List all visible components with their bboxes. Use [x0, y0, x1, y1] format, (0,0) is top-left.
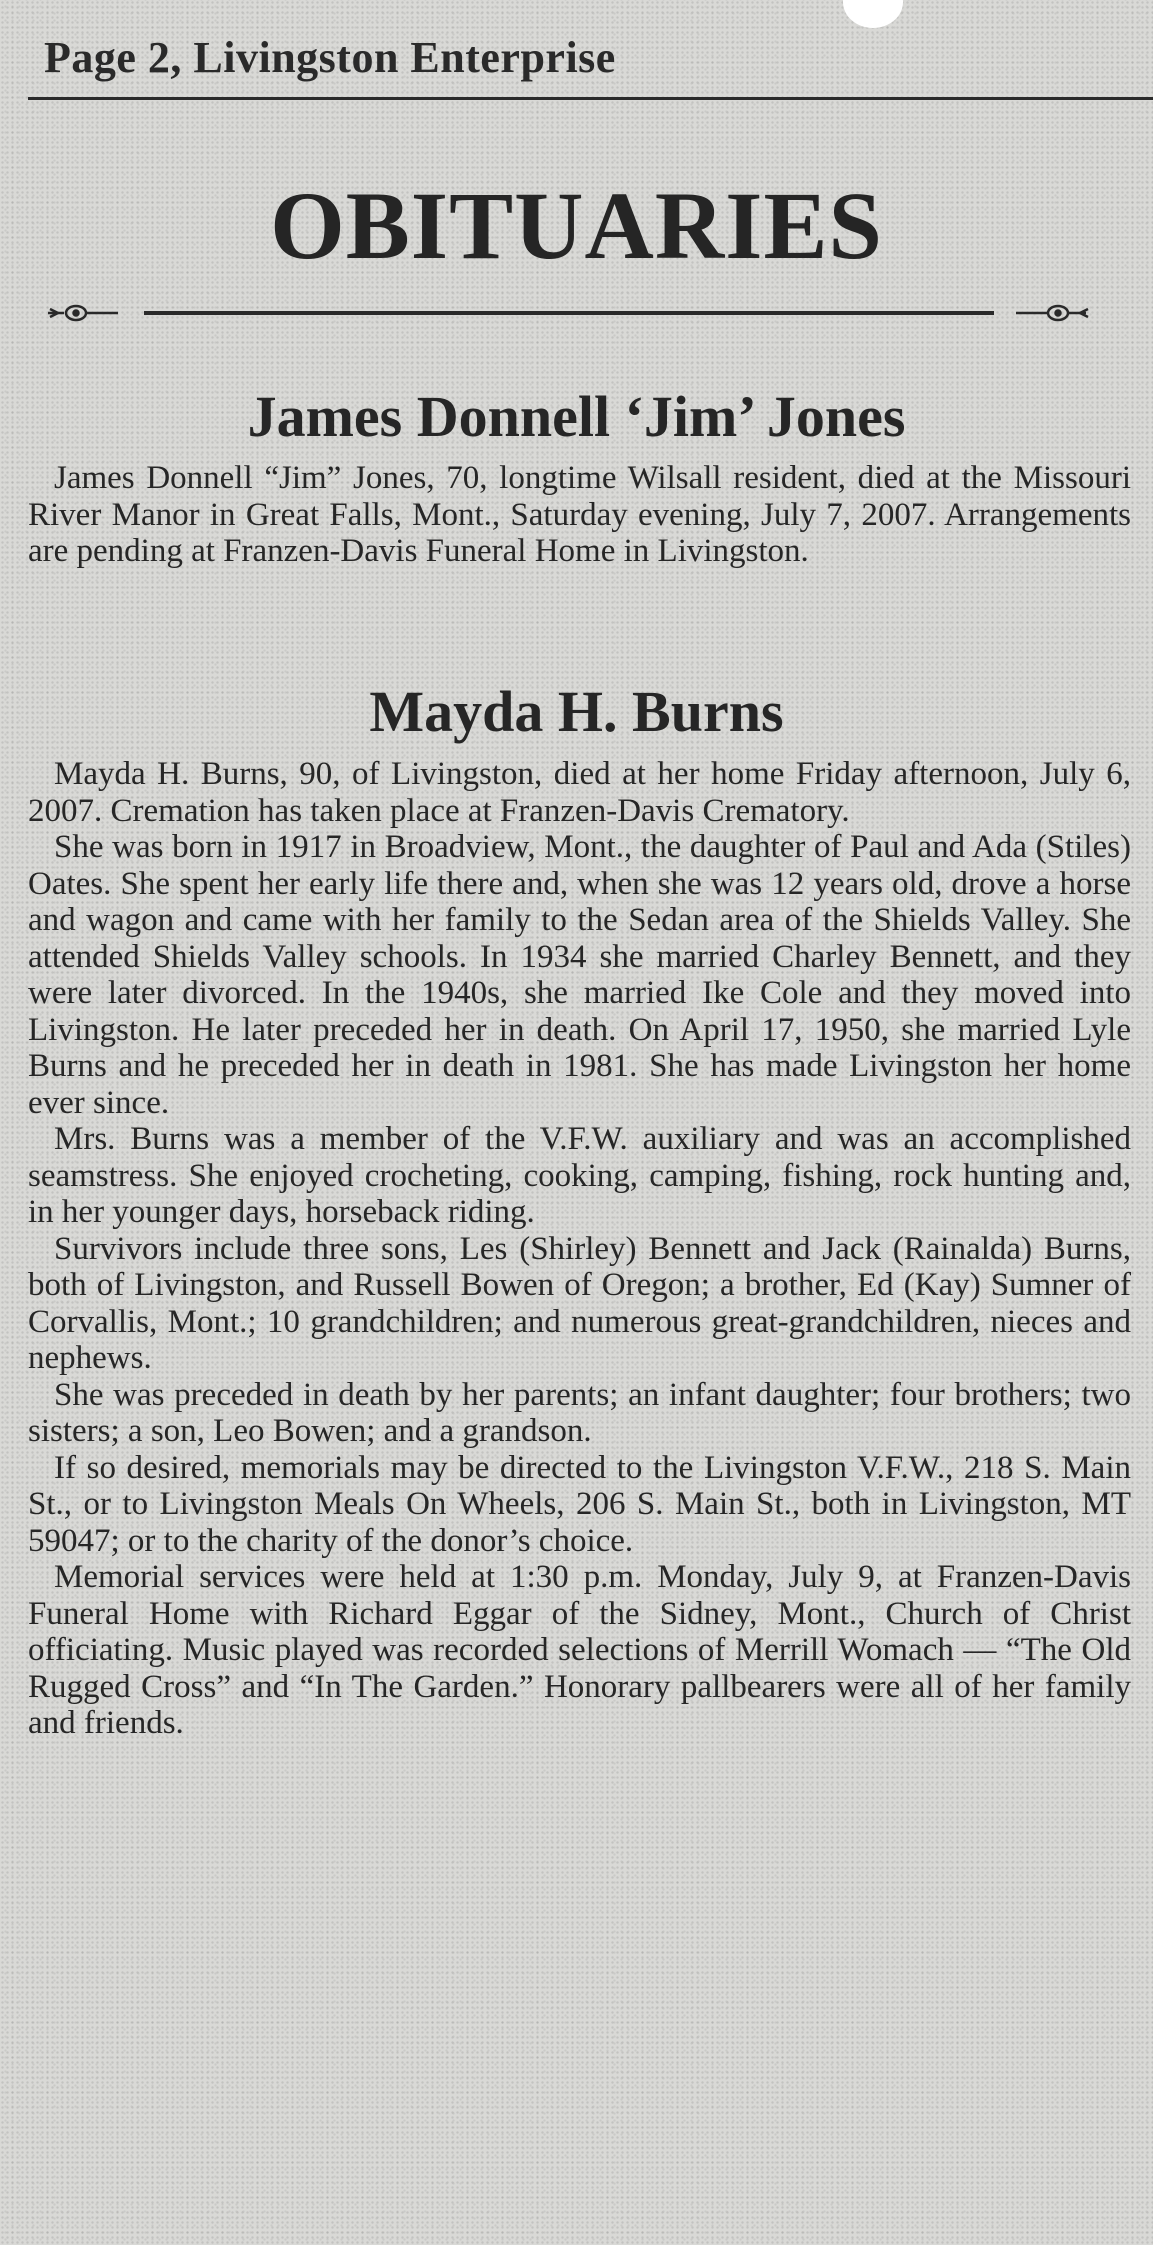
- obituary-name-jones: James Donnell ‘Jim’ Jones: [247, 384, 906, 449]
- left-scroll-ornament: [48, 306, 118, 320]
- page-header: Page 2, Livingston Enterprise: [44, 33, 616, 82]
- obituary-paragraph: She was born in 1917 in Broadview, Mont., the daughter of Paul and Ada (Stiles) Oates. She spent her early life there and, when she was 12 years old, drove a horse and wagon and came with her family to the Sedan area of the Shields Valley. She attended Shields Valley schools. In 1934 she married Charley Bennett, and they were later divorced. In the 1940s, she married Ike Cole and they moved into Livingston. He later preceded her in death. On April 17, 1950, she married Lyle Burns and he preceded her in death in 1981. She has made Livingston her home ever since.: [28, 829, 1131, 1121]
- obituary-body-jones: [28, 460, 1131, 570]
- obituary-paragraph: Mayda H. Burns, 90, of Livingston, died at her home Friday afternoon, July 6, 2007. Cremation has taken place at Franzen-Davis Crematory.: [28, 756, 1131, 829]
- obituary-paragraph: Survivors include three sons, Les (Shirley) Bennett and Jack (Rainalda) Burns, both of Livingston, and Russell Bowen of Oregon; a brother, Ed (Kay) Sumner of Corvallis, Mont.; 10 grandchildren; and numerous great-grandchildren, nieces and nephews.: [28, 1230, 1131, 1376]
- header-rule: [28, 97, 1153, 100]
- obituary-body-burns: [28, 756, 1131, 1742]
- punch-hole: [843, 0, 903, 28]
- obituary-paragraph: Memorial services were held at 1:30 p.m. Monday, July 9, at Franzen-Davis Funeral Home with Richard Eggar of the Sidney, Mont., Church of Christ officiating. Music played was recorded selections of Merrill Womach — “The Old Rugged Cross” and “In The Garden.” Honorary pallbearers were all of her family and friends.: [28, 1559, 1131, 1741]
- section-title: OBITUARIES: [270, 172, 883, 279]
- obituary-paragraph: If so desired, memorials may be directed to the Livingston V.F.W., 218 S. Main St., or to Livingston Meals On Wheels, 206 S. Main St., both in Livingston, MT 59047; or to the charity of the donor’s choice.: [28, 1449, 1131, 1559]
- obituary-paragraph: She was preceded in death by her parents; an infant daughter; four brothers; two sisters; a son, Leo Bowen; and a grandson.: [28, 1376, 1131, 1449]
- obituary-name-burns: Mayda H. Burns: [369, 679, 784, 744]
- obituary-paragraph: Mrs. Burns was a member of the V.F.W. auxiliary and was an accomplished seamstress. She enjoyed crocheting, cooking, camping, fishing, rock hunting and, in her younger days, horseback riding.: [28, 1121, 1131, 1230]
- title-ornament: [46, 298, 1092, 328]
- right-scroll-ornament: [1016, 306, 1088, 320]
- obituary-paragraph: James Donnell “Jim” Jones, 70, longtime Wilsall resident, died at the Missouri River Manor in Great Falls, Mont., Saturday evening, July 7, 2007. Arrangements are pending at Franzen-Davis Funeral Home in Livingston.: [28, 460, 1131, 569]
